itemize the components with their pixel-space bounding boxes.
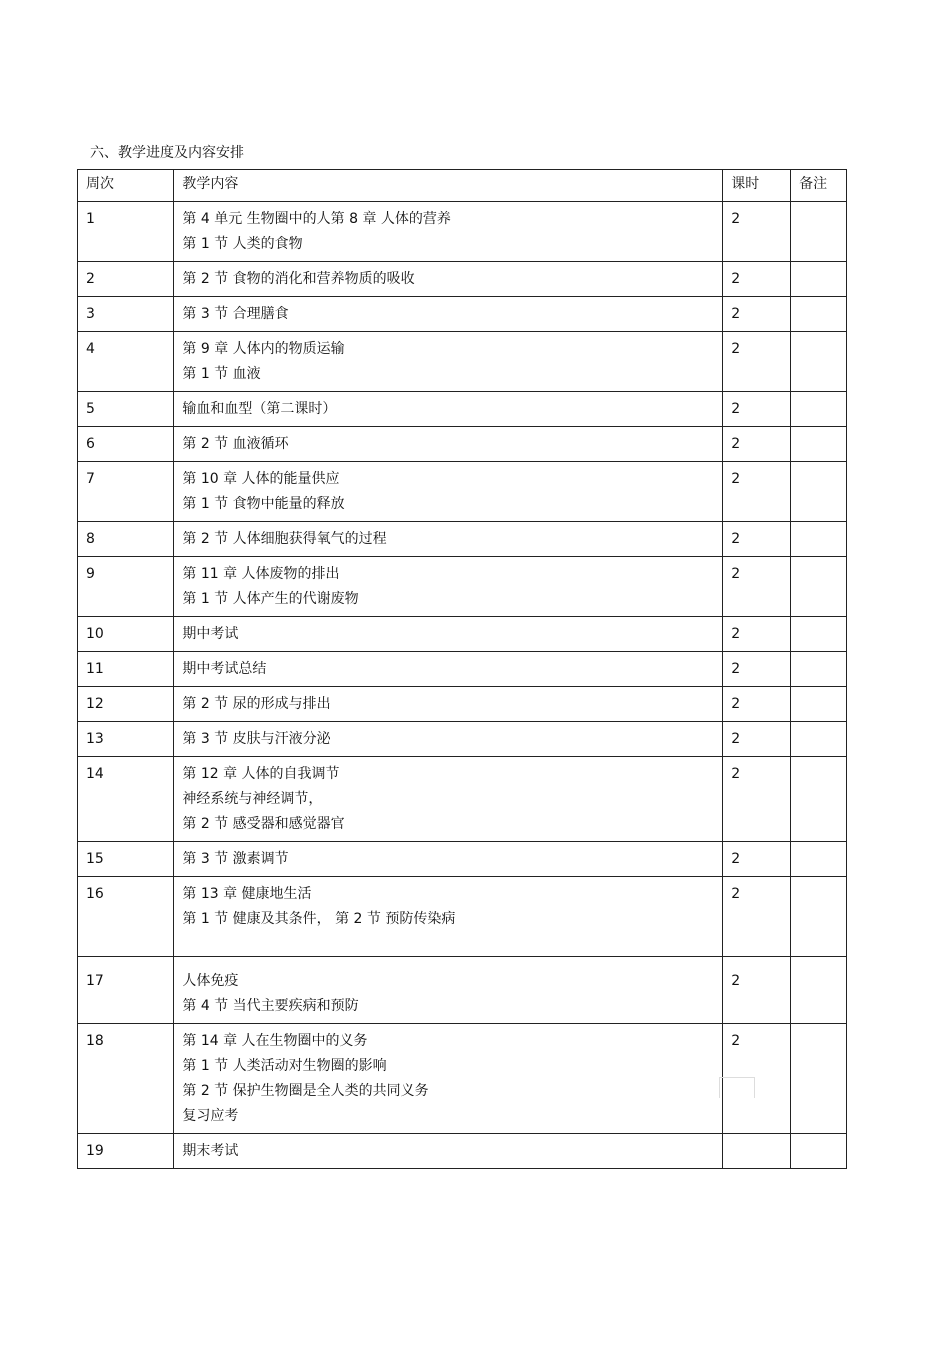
table-row <box>78 1134 847 1169</box>
notes-cell <box>791 877 847 957</box>
week-cell: 18 <box>78 1024 174 1134</box>
page-corner-box <box>719 1077 755 1098</box>
content-line: 第 1 节 健康及其条件， 第 2 节 预防传染病 <box>182 911 456 927</box>
content-cell <box>174 757 723 842</box>
week-cell: 16 <box>78 877 174 957</box>
content-cell <box>174 957 723 1024</box>
table-row <box>78 262 847 297</box>
content-line: 第 1 节 人类活动对生物圈的影响 <box>182 1058 387 1074</box>
content-cell <box>174 877 723 957</box>
week-cell: 2 <box>78 262 174 297</box>
hours-cell: 2 <box>723 332 791 392</box>
header-hours: 课时 <box>723 170 791 202</box>
content-cell <box>174 1134 723 1169</box>
week-cell: 3 <box>78 297 174 332</box>
content-cell <box>174 392 723 427</box>
content-cell <box>174 462 723 522</box>
notes-cell <box>791 297 847 332</box>
content-cell <box>174 427 723 462</box>
content-line: 第 10 章 人体的能量供应 <box>182 471 340 487</box>
hours-cell: 2 <box>723 877 791 957</box>
hours-cell: 2 <box>723 652 791 687</box>
content-cell <box>174 262 723 297</box>
notes-cell <box>791 557 847 617</box>
content-line: 第 3 节 皮肤与汗液分泌 <box>182 731 331 747</box>
notes-cell <box>791 202 847 262</box>
table-row <box>78 332 847 392</box>
hours-cell: 2 <box>723 757 791 842</box>
week-cell: 5 <box>78 392 174 427</box>
table-row <box>78 687 847 722</box>
week-cell: 1 <box>78 202 174 262</box>
notes-cell <box>791 957 847 1024</box>
hours-cell: 2 <box>723 462 791 522</box>
week-cell: 19 <box>78 1134 174 1169</box>
content-line: 第 11 章 人体废物的排出 <box>182 566 340 582</box>
week-cell: 13 <box>78 722 174 757</box>
content-line: 第 2 节 食物的消化和营养物质的吸收 <box>182 271 415 287</box>
table-row <box>78 427 847 462</box>
content-line: 第 12 章 人体的自我调节 <box>182 766 340 782</box>
content-cell <box>174 1024 723 1134</box>
week-cell: 10 <box>78 617 174 652</box>
table-row <box>78 957 847 1024</box>
week-cell: 11 <box>78 652 174 687</box>
content-line: 第 2 节 保护生物圈是全人类的共同义务 <box>182 1083 429 1099</box>
notes-cell <box>791 332 847 392</box>
notes-cell <box>791 722 847 757</box>
week-cell: 6 <box>78 427 174 462</box>
content-line: 期中考试 <box>182 626 239 642</box>
notes-cell <box>791 392 847 427</box>
table-row <box>78 557 847 617</box>
content-line: 第 1 节 食物中能量的释放 <box>182 496 345 512</box>
week-cell: 7 <box>78 462 174 522</box>
content-line: 复习应考 <box>182 1108 239 1124</box>
table-row <box>78 297 847 332</box>
content-cell <box>174 202 723 262</box>
hours-cell: 2 <box>723 722 791 757</box>
content-cell <box>174 297 723 332</box>
content-cell <box>174 332 723 392</box>
notes-cell <box>791 427 847 462</box>
week-cell: 15 <box>78 842 174 877</box>
hours-cell: 2 <box>723 687 791 722</box>
table-header-row <box>78 170 847 202</box>
content-line: 第 3 节 合理膳食 <box>182 306 289 322</box>
notes-cell <box>791 522 847 557</box>
notes-cell <box>791 1134 847 1169</box>
hours-cell: 2 <box>723 522 791 557</box>
notes-cell <box>791 687 847 722</box>
table-row <box>78 757 847 842</box>
header-notes: 备注 <box>791 170 847 202</box>
table-row <box>78 462 847 522</box>
content-line: 人体免疫 <box>182 973 239 989</box>
table-row <box>78 617 847 652</box>
content-line: 第 2 节 血液循环 <box>182 436 289 452</box>
hours-cell: 2 <box>723 427 791 462</box>
content-line: 神经系统与神经调节， <box>182 791 323 807</box>
content-line: 第 1 节 人类的食物 <box>182 236 303 252</box>
content-cell <box>174 722 723 757</box>
hours-cell <box>723 1134 791 1169</box>
content-cell <box>174 652 723 687</box>
header-week: 周次 <box>78 170 174 202</box>
table-body <box>78 202 847 1169</box>
hours-cell: 2 <box>723 392 791 427</box>
table-row <box>78 842 847 877</box>
content-line: 第 3 节 激素调节 <box>182 851 289 867</box>
content-cell <box>174 557 723 617</box>
week-cell: 8 <box>78 522 174 557</box>
table-row <box>78 392 847 427</box>
notes-cell <box>791 1024 847 1134</box>
content-cell <box>174 687 723 722</box>
content-cell <box>174 842 723 877</box>
week-cell: 12 <box>78 687 174 722</box>
content-line: 第 4 单元 生物圈中的人第 8 章 人体的营养 <box>182 211 451 227</box>
week-cell: 9 <box>78 557 174 617</box>
hours-cell: 2 <box>723 297 791 332</box>
content-line: 第 2 节 人体细胞获得氧气的过程 <box>182 531 387 547</box>
content-cell <box>174 617 723 652</box>
content-line: 第 4 节 当代主要疾病和预防 <box>182 998 359 1014</box>
hours-cell: 2 <box>723 557 791 617</box>
table-row <box>78 652 847 687</box>
table-row <box>78 722 847 757</box>
hours-cell: 2 <box>723 957 791 1024</box>
content-line: 第 2 节 尿的形成与排出 <box>182 696 331 712</box>
notes-cell <box>791 262 847 297</box>
hours-cell: 2 <box>723 262 791 297</box>
notes-cell <box>791 462 847 522</box>
content-line: 第 1 节 人体产生的代谢废物 <box>182 591 359 607</box>
content-line: 第 14 章 人在生物圈中的义务 <box>182 1033 368 1049</box>
table-row <box>78 522 847 557</box>
content-cell <box>174 522 723 557</box>
table-row <box>78 202 847 262</box>
content-line: 第 1 节 血液 <box>182 366 261 382</box>
week-cell: 17 <box>78 957 174 1024</box>
section-title: 六、教学进度及内容安排 <box>90 145 244 161</box>
notes-cell <box>791 842 847 877</box>
hours-cell: 2 <box>723 842 791 877</box>
table-row <box>78 877 847 957</box>
content-line: 输血和血型（第二课时） <box>182 401 337 417</box>
content-line: 第 9 章 人体内的物质运输 <box>182 341 345 357</box>
hours-cell: 2 <box>723 617 791 652</box>
content-line: 第 13 章 健康地生活 <box>182 886 312 902</box>
header-content: 教学内容 <box>174 170 723 202</box>
hours-cell: 2 <box>723 202 791 262</box>
week-cell: 14 <box>78 757 174 842</box>
content-line: 期末考试 <box>182 1143 239 1159</box>
content-line: 第 2 节 感受器和感觉器官 <box>182 816 345 832</box>
notes-cell <box>791 617 847 652</box>
hours-cell: 2 <box>723 1024 791 1134</box>
week-cell: 4 <box>78 332 174 392</box>
content-line: 期中考试总结 <box>182 661 267 677</box>
notes-cell <box>791 652 847 687</box>
teaching-schedule-table <box>77 169 847 1169</box>
notes-cell <box>791 757 847 842</box>
